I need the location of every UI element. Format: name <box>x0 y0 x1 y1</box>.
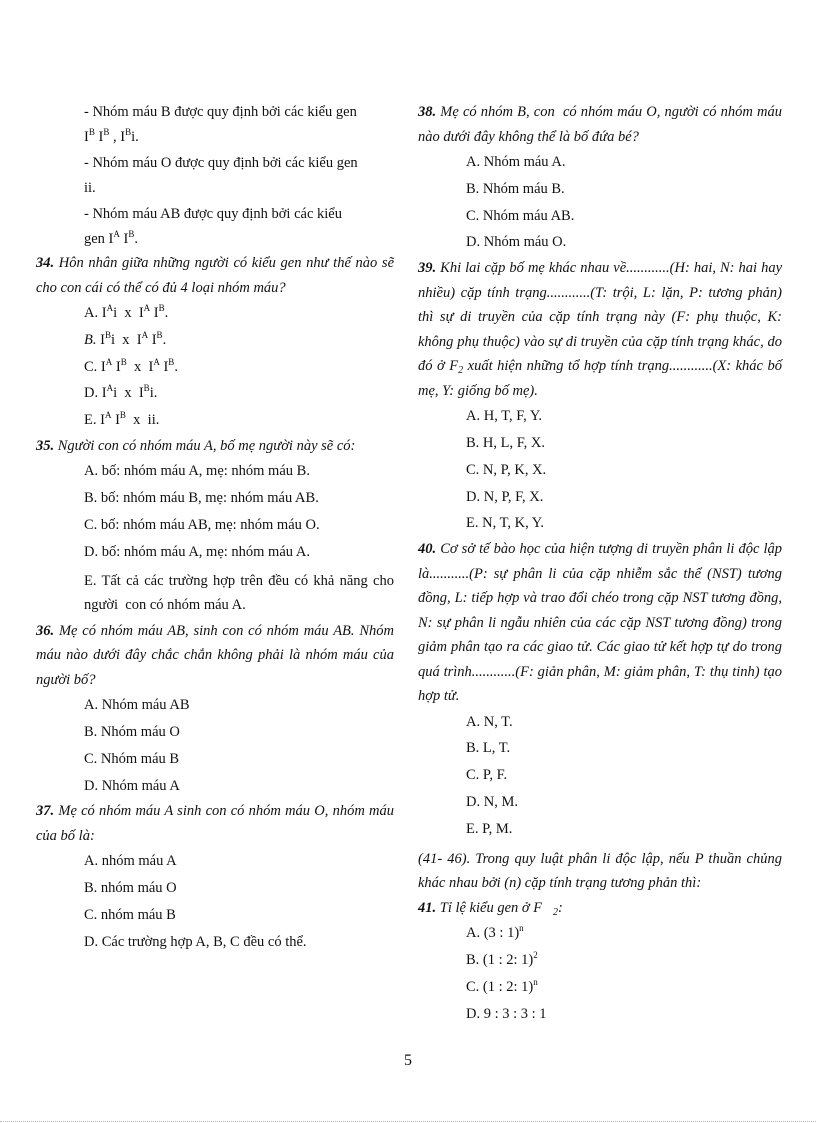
answer-option: D. Các trường hợp A, B, C đều có thể. <box>84 933 307 950</box>
rule-ab-genotype: gen $I^A$ $I^B$. <box>84 228 138 247</box>
left-column <box>36 100 394 956</box>
question-37-options <box>36 848 394 955</box>
question-38-stem: 38. Mẹ có nhóm B, con có nhóm máu O, người có nhóm máu nào dưới đây không thể là bố đứa bé? <box>418 104 783 145</box>
answer-option: D. N, P, F, X. <box>466 488 544 505</box>
answer-option: C. bố: nhóm máu AB, mẹ: nhóm máu O. <box>84 517 320 534</box>
answer-option: A. N, T. <box>466 713 513 730</box>
answer-option: E. $I^A$ $I^B$ x ii. <box>84 410 160 429</box>
answer-option: C. nhóm máu B <box>84 906 176 923</box>
page-number: 5 <box>404 1052 412 1069</box>
answer-option: A. H, T, F, Y. <box>466 408 543 425</box>
question-35-stem: 35. Người con có nhóm máu A, bố mẹ người này sẽ có: <box>36 437 356 454</box>
answer-option: D. 9 : 3 : 3 : 1 <box>466 1005 547 1022</box>
answer-option: B. L, T. <box>466 740 511 757</box>
question-39-options <box>418 403 782 537</box>
answer-option: A. (3 : 1)$^n$ <box>466 923 524 942</box>
answer-option: A. $I^Ai$ x $I^A$ $I^B$. <box>84 303 169 321</box>
answer-option: C. P, F. <box>466 767 508 784</box>
question-41 <box>418 896 782 1028</box>
answer-option: B. H, L, F, X. <box>466 434 545 451</box>
rule-ab: - Nhóm máu AB được quy định bởi các kiểu <box>84 206 342 222</box>
question-38 <box>418 100 782 256</box>
answer-option: B. Nhóm máu O <box>84 723 180 740</box>
rule-o: - Nhóm máu O được quy định bởi các kiểu gen <box>84 155 358 171</box>
question-36 <box>36 619 394 800</box>
question-35-options <box>36 458 394 565</box>
answer-option: B. $I^Bi$ x $I^A$ $I^B$. <box>84 329 167 348</box>
question-39-stem: 39. Khi lai cặp bố mẹ khác nhau về............(H: hai, N: hai hay nhiều) cặp tính trạng............(T: trội, L: lặn, P: tương phản) thì sự di truyền của cặp tính trạng này (F: phụ thuộc, K: không phụ thuộc) vào sự di truyền của cặp tính trạng khác, do đó ở $F_2$ xuất hiện những tổ hợp tính trạng............(X: khác bố mẹ, Y: giống bố mẹ). <box>418 260 783 399</box>
section-intro-41-46: (41- 46). Trong quy luật phân li độc lập, nếu P thuần chủng khác nhau bởi (n) cặp tính trạng tương phản thì: <box>418 850 782 892</box>
question-38-options <box>418 149 782 256</box>
right-column <box>418 100 782 1027</box>
question-35 <box>36 434 394 617</box>
answer-option: D. Nhóm máu A <box>84 777 180 794</box>
answer-option: D. Nhóm máu O. <box>466 234 567 251</box>
question-40 <box>418 537 782 842</box>
answer-option: E. P, M. <box>466 820 513 837</box>
question-41-stem: 41. Tỉ lệ kiểu gen ở F $_2$: <box>418 899 563 918</box>
answer-option: B. nhóm máu O <box>84 880 177 897</box>
answer-option: A. nhóm máu A <box>84 853 177 870</box>
answer-option: C. (1 : 2: 1)$^n$ <box>466 976 538 995</box>
answer-option: A. Nhóm máu A. <box>466 154 566 170</box>
question-40-options <box>418 709 782 843</box>
question-39 <box>418 256 782 537</box>
rule-b: - Nhóm máu B được quy định bởi các kiểu gen <box>84 104 357 120</box>
rule-b-genotype: $I^B$ $I^B$ , $I^Bi$. <box>84 126 139 145</box>
answer-option: D. N, M. <box>466 794 518 811</box>
answer-option: C. Nhóm máu B <box>84 750 180 767</box>
question-40-stem: 40. Cơ sở tế bào học của hiện tượng di truyền phân li độc lập là...........(P: sự phân li của cặp nhiễm sắc thể (NST) tương đồng, L: tiếp hợp và trao đổi chéo trong cặp NST tương đồng, N: sự phân li ngẫu nhiên của các cặp NST tương đồng) trong giảm phân tạo ra các giao tử. Các giao tử kết hợp tự do trong quá trình............(F: giản phân, M: giảm phân, T: thụ tinh) tạo hợp tử. <box>418 541 782 705</box>
answer-option: C. Nhóm máu AB. <box>466 207 575 224</box>
question-37-stem: 37. Mẹ có nhóm máu A sinh con có nhóm máu O, nhóm máu của bố là: <box>36 803 395 844</box>
answer-option: B. bố: nhóm máu B, mẹ: nhóm máu AB. <box>84 490 319 507</box>
answer-option: A. Nhóm máu AB <box>84 697 190 714</box>
question-34 <box>36 251 394 434</box>
answer-option: A. bố: nhóm máu A, mẹ: nhóm máu B. <box>84 463 310 480</box>
question-36-options <box>36 692 394 799</box>
answer-option: E. Tất cả các trường hợp trên đều có khả năng cho người con có nhóm máu A. <box>84 572 394 613</box>
rule-o-genotype: ii. <box>84 179 96 196</box>
question-41-options <box>418 920 782 1027</box>
question-36-stem: 36. Mẹ có nhóm máu AB, sinh con có nhóm máu AB. Nhóm máu nào dưới đây chắc chắn không phải là nhóm máu của người bố? <box>36 622 394 688</box>
page-bottom-divider <box>0 1121 816 1122</box>
question-37 <box>36 799 394 955</box>
answer-option: B. (1 : 2: 1)$^2$ <box>466 949 538 968</box>
blood-group-rules <box>36 100 394 251</box>
answer-option: D. $I^Ai$ x $I^Bi$. <box>84 383 158 402</box>
answer-option: D. bố: nhóm máu A, mẹ: nhóm máu A. <box>84 543 310 560</box>
answer-option: B. Nhóm máu B. <box>466 180 565 197</box>
answer-option: C. $I^A$ $I^B$ x $I^A$ $I^B$. <box>84 356 178 375</box>
question-34-stem: 34. Hôn nhân giữa những người có kiểu gen như thế nào sẽ cho con cái có thể có đủ 4 loại nhóm máu? <box>36 255 394 296</box>
answer-option: E. N, T, K, Y. <box>466 515 545 532</box>
question-34-options <box>36 300 394 434</box>
answer-option: C. N, P, K, X. <box>466 461 547 478</box>
